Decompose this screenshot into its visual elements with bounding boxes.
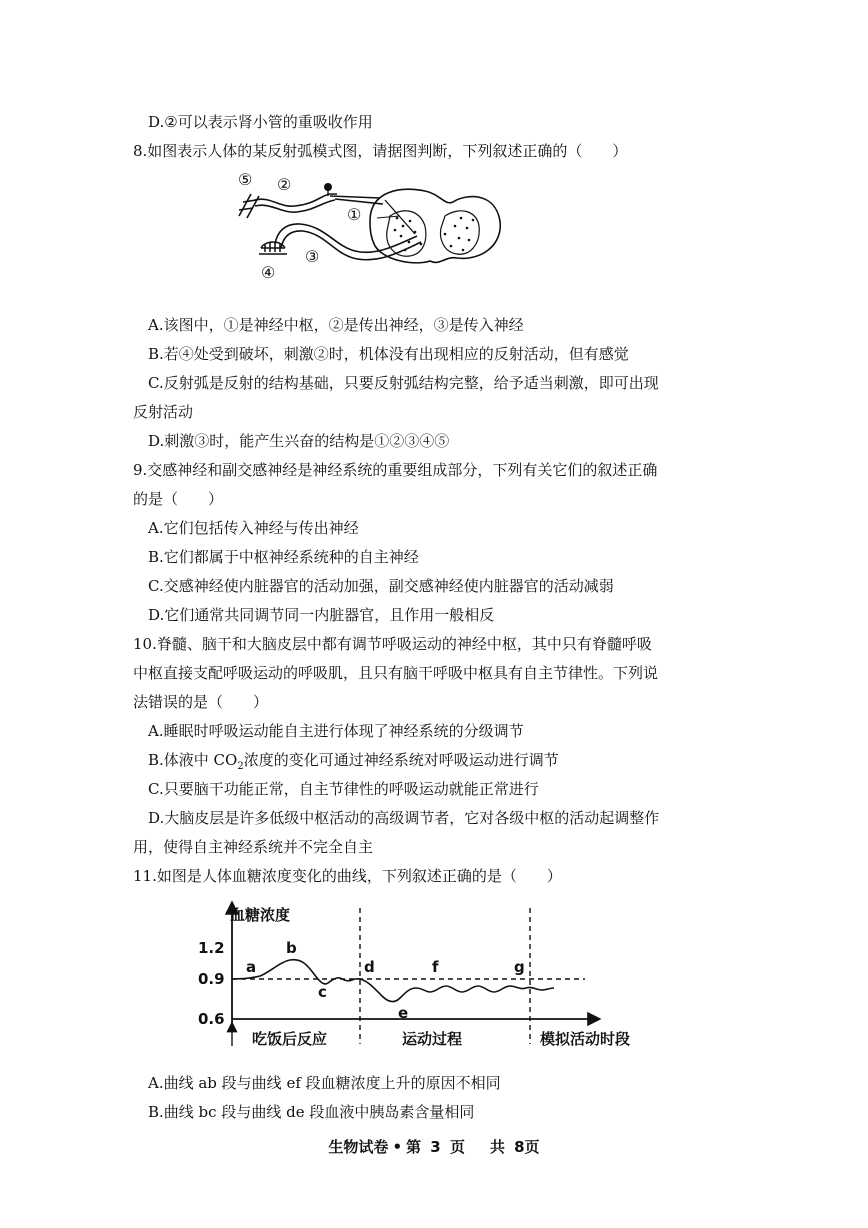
point-label-a: a — [246, 958, 257, 976]
q10-option-d-cont: 用，使得自主神经系统并不完全自主 — [133, 838, 374, 856]
blood-glucose-chart — [190, 900, 660, 1050]
phase-label-exercise: 运动过程 — [402, 1030, 463, 1048]
q11-option-a: A.曲线 ab 段与曲线 ef 段血糖浓度上升的原因不相同 — [148, 1074, 501, 1092]
gray-matter — [394, 217, 475, 252]
y-axis-label: 血糖浓度 — [230, 906, 291, 924]
afferent-nerve — [255, 194, 337, 206]
spinal-cord — [370, 189, 500, 263]
label-2: ② — [277, 175, 292, 194]
footer-page-num: 3 — [430, 1138, 441, 1156]
footer-page-prefix: 第 — [406, 1138, 422, 1156]
q8-option-a: A.该图中，①是神经中枢，②是传出神经，③是传入神经 — [148, 316, 524, 334]
efferent-nerve — [275, 224, 417, 252]
point-label-b: b — [286, 939, 297, 957]
q10-option-b-post: 浓度的变化可通过神经系统对呼吸运动进行调节 — [243, 751, 559, 769]
reflex-arc-figure — [225, 166, 515, 286]
label-1: ① — [347, 205, 362, 224]
label-5: ⑤ — [238, 170, 253, 189]
q10-stem: 10.脊髓、脑干和大脑皮层中都有调节呼吸运动的神经中枢，其中只有脊髓呼吸 — [133, 635, 652, 653]
point-label-c: c — [318, 983, 327, 1001]
q8-option-d: D.刺激③时，能产生兴奋的结构是①②③④⑤ — [148, 432, 450, 450]
q9-stem-cont: 的是（ ） — [133, 490, 224, 508]
q9-option-c: C.交感神经使内脏器官的活动加强，副交感神经使内脏器官的活动减弱 — [148, 577, 614, 595]
q10-option-d: D.大脑皮层是许多低级中枢活动的高级调节者，它对各级中枢的活动起调整作 — [148, 809, 660, 827]
point-label-d: d — [364, 958, 375, 976]
footer-total-num: 8 — [514, 1138, 525, 1156]
q9-stem: 9.交感神经和副交感神经是神经系统的重要组成部分，下列有关它们的叙述正确 — [133, 461, 658, 479]
q10-option-b-pre: B.体液中 CO — [148, 751, 238, 769]
q10-option-c: C.只要脑干功能正常，自主节律性的呼吸运动就能正常进行 — [148, 780, 539, 798]
ganglion — [324, 183, 332, 191]
ytick-1-2: 1.2 — [198, 939, 225, 957]
point-label-g: g — [514, 958, 525, 976]
q10-option-b-sub: 2 — [237, 761, 244, 772]
q10-stem-cont1: 中枢直接支配呼吸运动的呼吸肌，且只有脑干呼吸中枢具有自主节律性。下列说 — [133, 664, 659, 682]
q9-option-b: B.它们都属于中枢神经系统种的自主神经 — [148, 548, 419, 566]
q10-option-a: A.睡眠时呼吸运动能自主进行体现了神经系统的分级调节 — [148, 722, 524, 740]
q10-option-b — [148, 750, 559, 777]
point-label-f: f — [432, 958, 439, 976]
point-label-e: e — [398, 1004, 409, 1022]
q8-stem: 8.如图表示人体的某反射弧模式图，请据图判断，下列叙述正确的（ ） — [133, 142, 628, 160]
q9-option-a: A.它们包括传入神经与传出神经 — [148, 519, 359, 537]
footer-dot: • — [392, 1138, 403, 1156]
q11-stem: 11.如图是人体血糖浓度变化的曲线，下列叙述正确的是（ ） — [133, 867, 562, 885]
footer-page-unit: 页 — [449, 1138, 465, 1156]
footer-total-unit: 页 — [524, 1138, 540, 1156]
label-4: ④ — [261, 263, 276, 282]
footer-subject: 生物试卷 — [328, 1138, 389, 1156]
q7-option-d: D.②可以表示肾小管的重吸收作用 — [148, 113, 373, 131]
ytick-0-9: 0.9 — [198, 970, 225, 988]
footer-total-prefix: 共 — [489, 1138, 505, 1156]
label-3: ③ — [305, 247, 320, 266]
phase-label-meal: 吃饭后反应 — [252, 1030, 328, 1048]
phase-label-simulated: 模拟活动时段 — [540, 1030, 631, 1048]
q11-option-b: B.曲线 bc 段与曲线 de 段血液中胰岛素含量相同 — [148, 1103, 475, 1121]
page-footer — [0, 1136, 868, 1157]
glucose-curve — [232, 960, 554, 1002]
q10-stem-cont2: 法错误的是（ ） — [133, 693, 269, 711]
q8-option-c: C.反射弧是反射的结构基础，只要反射弧结构完整，给予适当刺激，即可出现 — [148, 374, 659, 392]
q8-option-c-cont: 反射活动 — [133, 403, 194, 421]
q9-option-d: D.它们通常共同调节同一内脏器官，且作用一般相反 — [148, 606, 495, 624]
ytick-0-6: 0.6 — [198, 1010, 225, 1028]
q8-option-b: B.若④处受到破坏，刺激②时，机体没有出现相应的反射活动，但有感觉 — [148, 345, 629, 363]
